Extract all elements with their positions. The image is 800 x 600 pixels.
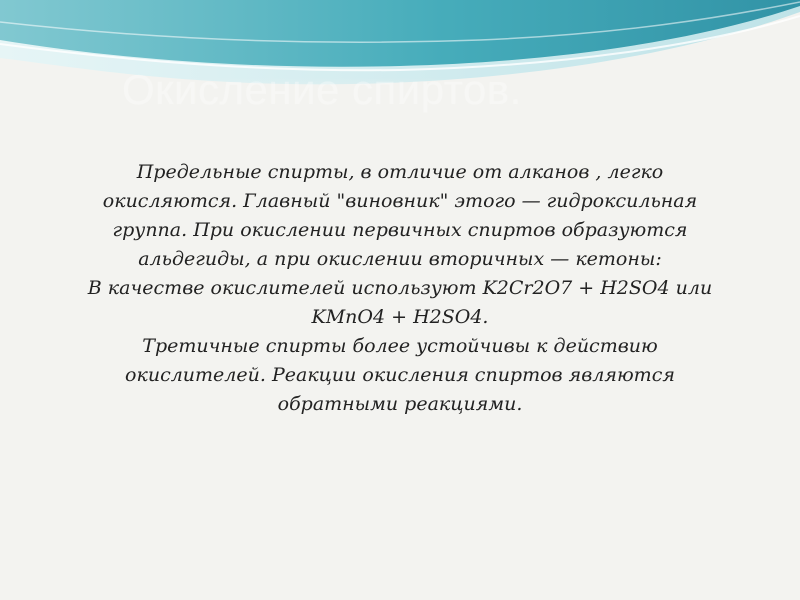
body-line: KMnO4 + H2SO4. [311,306,489,328]
body-line: обратными реакциями. [277,393,523,415]
body-line: группа. При окислении первичных спиртов образуются [112,219,688,241]
body-line: В качестве окислителей используют K2Cr2O7 + H2SO4 или [87,277,713,299]
body-line: альдегиды, а при окислении вторичных — кетоны: [138,248,662,270]
slide-body-text [40,158,760,419]
body-line: окислителей. Реакции окисления спиртов являются [125,364,675,386]
body-line: окисляются. Главный "виновник" этого — гидроксильная [102,190,698,212]
body-line: Третичные спирты более устойчивы к действию [142,335,658,357]
body-line: Предельные спирты, в отличие от алканов , легко [136,161,664,183]
slide-title: Окисление спиртов. [122,66,522,113]
